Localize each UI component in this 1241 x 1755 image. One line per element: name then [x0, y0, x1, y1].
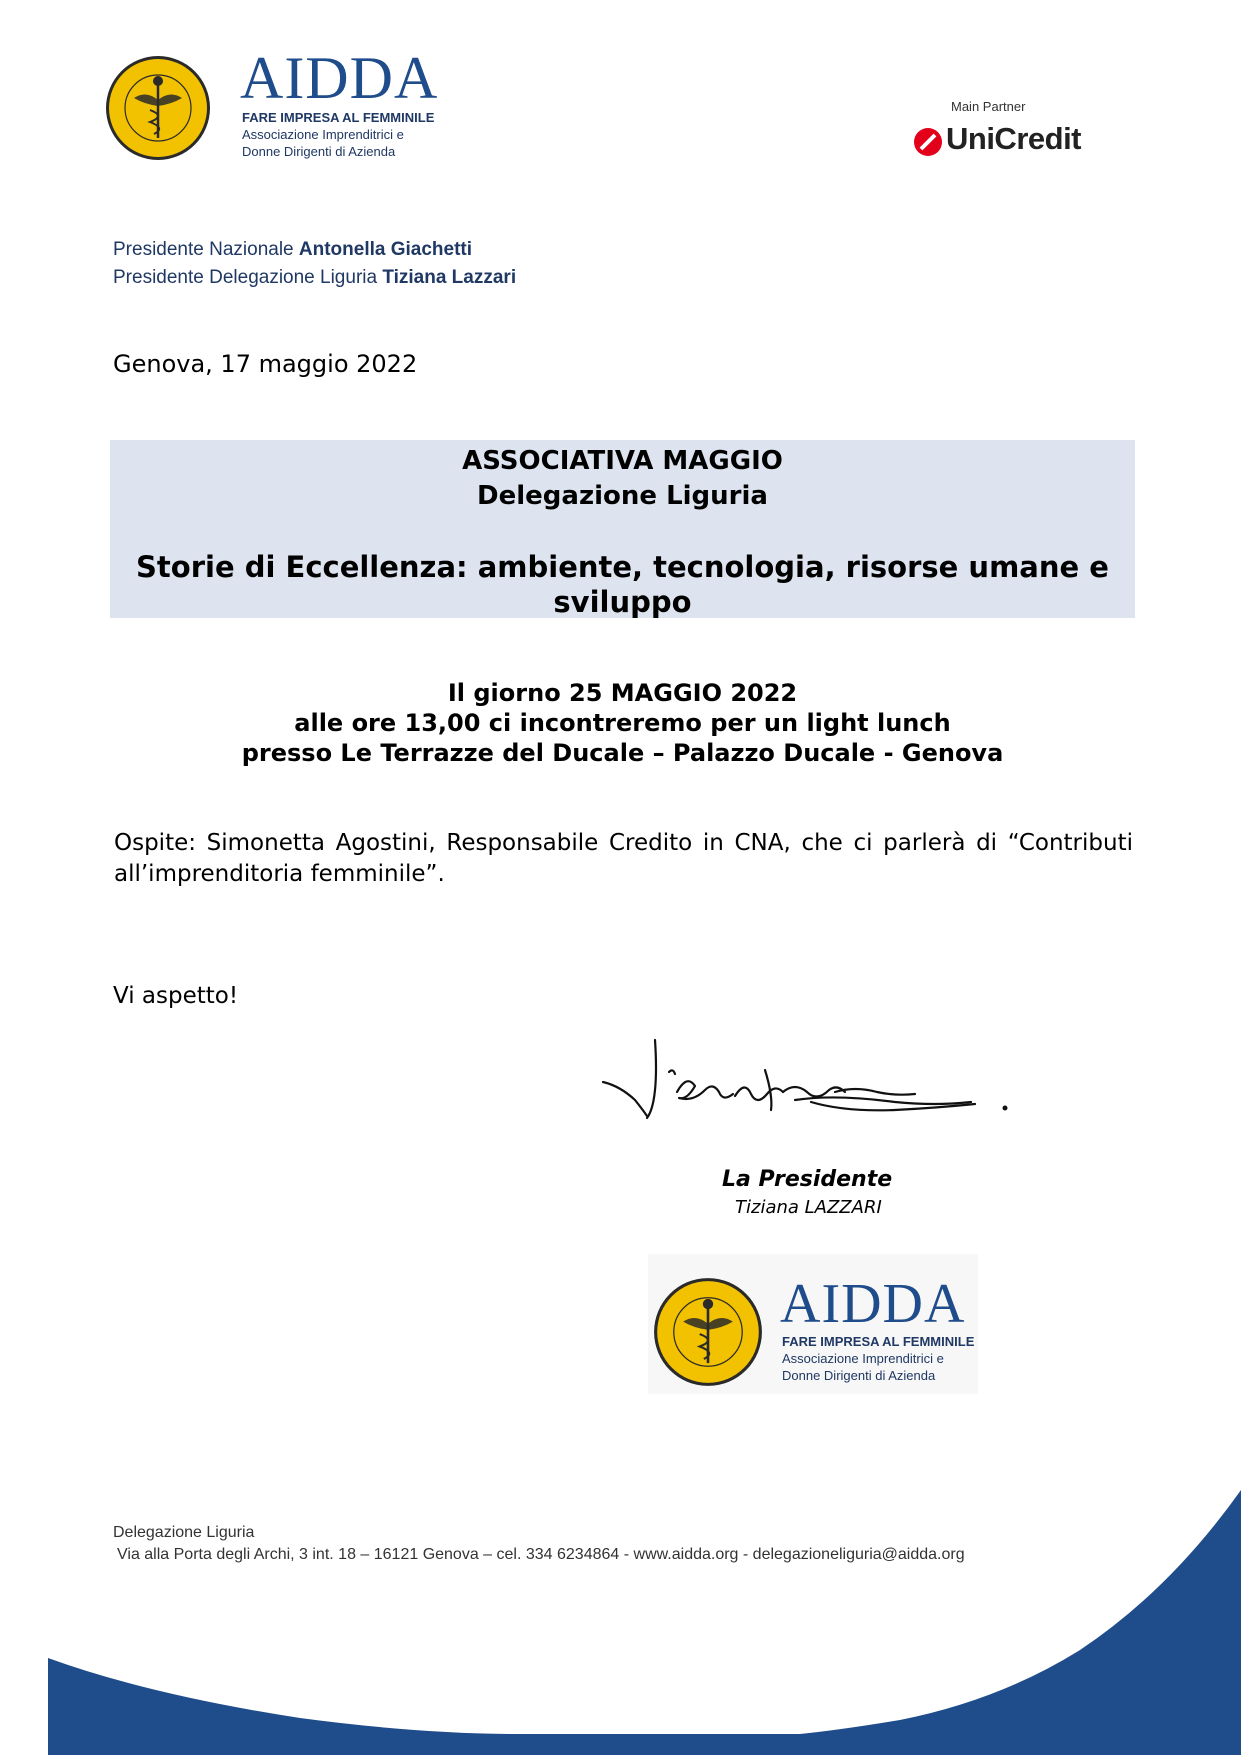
banner-topic-line-2: sviluppo — [553, 585, 692, 619]
handwritten-signature — [595, 1030, 1015, 1140]
national-president-label: Presidente Nazionale — [113, 239, 294, 260]
footer-contacts: Via alla Porta degli Archi, 3 int. 18 – 16121 Genova – cel. 334 6234864 - www.aidda.org - delegazioneliguria@aidda.org — [117, 1546, 965, 1563]
regional-president-name: Tiziana Lazzari — [382, 267, 517, 288]
signature-role: La Presidente — [722, 1167, 893, 1192]
footer-delegation: Delegazione Liguria — [113, 1524, 255, 1541]
stamp-brand-subtitle-1: Associazione Imprenditrici e — [782, 1351, 944, 1366]
unicredit-icon — [913, 127, 943, 157]
footer-wave-decoration — [0, 1480, 1241, 1755]
footer-logo — [648, 1254, 978, 1394]
partner-logo — [913, 119, 1093, 159]
greeting: Vi aspetto! — [113, 983, 239, 1009]
letter-date: Genova, 17 maggio 2022 — [113, 350, 418, 378]
stamp-brand-name: AIDDA — [780, 1273, 966, 1335]
brand-name: AIDDA — [240, 45, 439, 111]
event-details — [110, 678, 1135, 768]
event-date: Il giorno 25 MAGGIO 2022 — [447, 679, 798, 707]
partner-name: UniCredit — [946, 121, 1081, 156]
partner-label: Main Partner — [951, 99, 1026, 114]
header-logo — [104, 45, 444, 168]
banner-subtitle: Delegazione Liguria — [477, 481, 768, 511]
brand-subtitle-1: Associazione Imprenditrici e — [242, 127, 404, 142]
event-time: alle ore 13,00 ci incontreremo per un light lunch — [294, 709, 951, 737]
banner-topic-line-1: Storie di Eccellenza: ambiente, tecnologia, risorse umane e — [136, 550, 1109, 584]
brand-subtitle-2: Donne Dirigenti di Azienda — [242, 144, 396, 159]
guest-paragraph: Ospite: Simonetta Agostini, Responsabile Credito in CNA, che ci parlerà di “Contributi all’imprenditoria femminile”. — [114, 830, 1133, 887]
event-location: presso Le Terrazze del Ducale – Palazzo Ducale - Genova — [241, 739, 1004, 767]
regional-president-label: Presidente Delegazione Liguria — [113, 267, 378, 288]
banner-title: ASSOCIATIVA MAGGIO — [462, 446, 783, 476]
title-banner — [110, 440, 1135, 618]
signature-name: Tiziana LAZZARI — [735, 1197, 882, 1218]
brand-tagline: FARE IMPRESA AL FEMMINILE — [242, 110, 435, 125]
stamp-brand-subtitle-2: Donne Dirigenti di Azienda — [782, 1368, 936, 1383]
aidda-seal-logo — [104, 54, 212, 162]
stamp-brand-tagline: FARE IMPRESA AL FEMMINILE — [782, 1334, 975, 1349]
national-president — [113, 236, 472, 264]
regional-president — [113, 264, 516, 292]
national-president-name: Antonella Giachetti — [298, 239, 473, 260]
aidda-seal-stamp — [652, 1276, 764, 1388]
